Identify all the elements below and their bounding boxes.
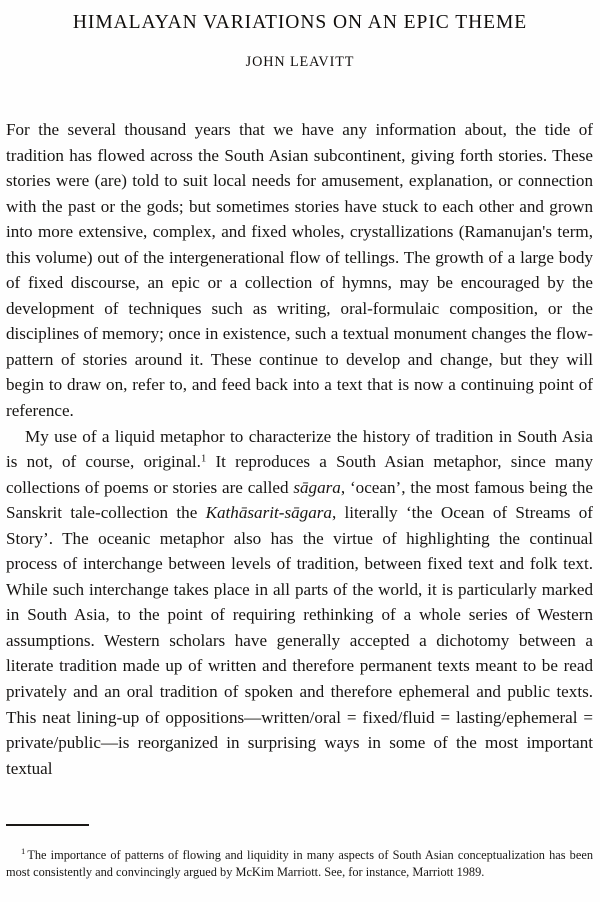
italic-term-sagara: sāgara: [293, 477, 341, 497]
paragraph-2-text-b: It reproduces a South Asian metaphor, since many collections of poems or stories are called: [6, 452, 594, 497]
footnote-text: The importance of patterns of flowing and liquidity in many aspects of South Asian conceptualization has been most consistently and convincingly argued by McKim Marriott. See, for instance, Marriott 1989.: [6, 848, 593, 880]
footnote-number: 1: [21, 846, 26, 857]
paragraph-2-text-d: , literally ‘the Ocean of Streams of Story’. The oceanic metaphor also has the virtue of highlighting the continual process of interchange between levels of tradition, between fixed text and folk text. While such interchange takes place in all parts of the world, it is particularly marked in South Asia, to the point of requiring rethinking of a whole series of Western assumptions. Western scholars have generally accepted a dichotomy between a literate tradition made up of written and therefore permanent texts meant to be read privately and an oral tradition of spoken and therefore ephemeral and public texts. This neat lining-up of oppositions—written/oral = fixed/fluid = lasting/ephemeral = private/public—is reorganized in surprising ways in some of the most important textual: [6, 503, 593, 778]
paragraph-1-text: For the several thousand years that we have any information about, the tide of tradition has flowed across the South Asian subcontinent, giving forth stories. These stories were (are) told to suit local needs for amusement, explanation, or connection with the past or the gods; but sometimes stories have stuck to each other and grown into more extensive, complex, and fixed wholes, crystallizations (Ramanujan's term, this volume) out of the intergenerational flow of tellings. The growth of a large body of fixed discourse, an epic or a collection of hymns, may be encouraged by the development of techniques such as writing, oral-formulaic composition, or the disciplines of memory; once in existence, such a textual monument changes the flow-pattern of stories around it. These continue to develop and change, but they will begin to draw on, refer to, and feed back into a text that is now a continuing point of reference.: [6, 120, 593, 421]
author-byline: JOHN LEAVITT: [245, 54, 355, 70]
paragraph-2: [6, 424, 593, 782]
footnote-1: [6, 847, 593, 882]
paragraph-1: [6, 117, 593, 424]
footnote-reference-marker[interactable]: 1: [200, 453, 207, 465]
page-title: HIMALAYAN VARIATIONS ON AN EPIC THEME: [72, 12, 528, 33]
footnote-separator-rule: [6, 824, 89, 826]
paragraph-2-text-c: , ‘ocean’, the most famous being the Sanskrit tale-collection the: [6, 477, 594, 523]
paragraph-2-text-a: My use of a liquid metaphor to characterize the history of tradition in South Asia is not, of course, original.: [6, 426, 593, 472]
body-text-block: [6, 117, 593, 781]
italic-term-kathasaritsagara: Kathāsarit-sāgara: [205, 503, 332, 523]
